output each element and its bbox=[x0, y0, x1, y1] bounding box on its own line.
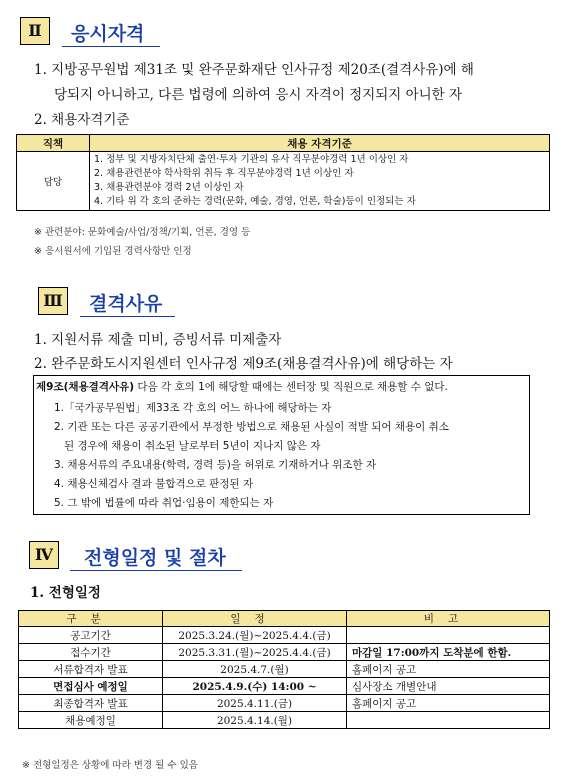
table-row bbox=[19, 678, 550, 695]
box-heading-text: 다음 각 호의 1에 해당할 때에는 센터장 및 직원으로 채용할 수 없다. bbox=[134, 381, 448, 393]
criteria-item: 2. 채용관련분야 학사학위 취득 후 직무분야경력 1년 이상인 자 bbox=[94, 168, 354, 179]
schedule-cell: 접수기간 bbox=[19, 644, 163, 661]
schedule-cell: 면접심사 예정일 bbox=[19, 678, 163, 695]
schedule-cell: 2025.4.14.(월) bbox=[163, 712, 347, 729]
position-cell: 담당 bbox=[17, 152, 90, 211]
schedule-header-category: 구분 bbox=[19, 611, 163, 627]
schedule-header-remark: 비고 bbox=[347, 611, 550, 627]
sec2-item-2: 2. 채용자격기준 bbox=[34, 112, 130, 128]
sec4-note: ※ 전형일정은 상황에 따라 변경 될 수 있음 bbox=[22, 760, 198, 771]
table-row bbox=[19, 627, 550, 644]
table-row bbox=[19, 644, 550, 661]
section-4-number-box: Ⅳ bbox=[29, 541, 59, 569]
sec4-subtitle: 1. 전형일정 bbox=[30, 585, 101, 601]
schedule-cell bbox=[347, 712, 550, 729]
box-heading-article: 제9조(채용결격사유) bbox=[36, 381, 135, 393]
schedule-cell: 2025.4.9.(수) 14:00 ~ bbox=[163, 678, 347, 695]
sec2-item-1: 1. 지방공무원법 제31조 및 완주문화재단 인사규정 제20조(결격사유)에 해 bbox=[34, 62, 474, 78]
box-line: 된 경우에 채용이 취소된 날로부터 5년이 지나지 않은 자 bbox=[64, 440, 321, 452]
section-2-title: 응시자격 bbox=[71, 23, 145, 45]
schedule-cell: 심사장소 개별안내 bbox=[347, 678, 550, 695]
table-row bbox=[19, 661, 550, 678]
sec2-item-1-cont: 당되지 아니하고, 다른 법령에 의하여 응시 자격이 정지되지 아니한 자 bbox=[54, 87, 463, 103]
criteria-item: 1. 정부 및 지방자치단체 출연·투자 기관의 유사 직무분야경력 1년 이상인 자 bbox=[94, 154, 409, 165]
schedule-cell: 채용예정일 bbox=[19, 712, 163, 729]
box-heading bbox=[36, 379, 448, 394]
table-header-position: 직책 bbox=[17, 135, 90, 152]
box-line: 3. 채용서류의 주요내용(학력, 경력 등)을 허위로 기재하거나 위조한 자 bbox=[54, 459, 377, 471]
schedule-header-date: 일정 bbox=[163, 611, 347, 627]
sec2-note-1: ※ 관련분야: 문화예술/사업/정책/기획, 언론, 경영 등 bbox=[34, 227, 251, 238]
schedule-table bbox=[18, 610, 550, 729]
criteria-cell bbox=[90, 152, 550, 211]
schedule-cell: 최종합격자 발표 bbox=[19, 695, 163, 712]
table-row bbox=[19, 712, 550, 729]
box-line: 4. 채용신체검사 결과 불합격으로 판정된 자 bbox=[54, 478, 254, 490]
box-line: 2. 기관 또는 다른 공공기관에서 부정한 방법으로 채용된 사실이 적발 되어 채용이 취소 bbox=[54, 421, 449, 433]
sec3-item-2: 2. 완주문화도시지원센터 인사규정 제9조(채용결격사유)에 해당하는 자 bbox=[34, 356, 453, 372]
box-line: 5. 그 밖에 법률에 따라 취업·임용이 제한되는 자 bbox=[54, 497, 274, 509]
criteria-item: 4. 기타 위 각 호의 준하는 경력(문화, 예술, 경영, 언론, 학술)등이 인정되는 자 bbox=[94, 196, 416, 207]
schedule-cell: 2025.3.31.(월)~2025.4.4.(금) bbox=[163, 644, 347, 661]
schedule-cell: 홈페이지 공고 bbox=[347, 661, 550, 678]
section-3-title-underline bbox=[80, 316, 175, 317]
schedule-cell: 마감일 17:00까지 도착분에 한함. bbox=[347, 644, 550, 661]
schedule-cell: 2025.4.7.(월) bbox=[163, 661, 347, 678]
criteria-item: 3. 채용관련분야 경력 2년 이상인 자 bbox=[94, 182, 244, 193]
sec3-item-1: 1. 지원서류 제출 미비, 증빙서류 미제출자 bbox=[34, 332, 282, 348]
schedule-cell: 2025.4.11.(금) bbox=[163, 695, 347, 712]
schedule-cell bbox=[347, 627, 550, 644]
schedule-cell: 2025.3.24.(월)~2025.4.4.(금) bbox=[163, 627, 347, 644]
box-line: 1.「국가공무원법」제33조 각 호의 어느 하나에 해당하는 자 bbox=[54, 402, 332, 414]
disqualification-box bbox=[33, 375, 530, 515]
qualification-table bbox=[16, 134, 550, 211]
section-3-title: 결격사유 bbox=[89, 293, 163, 315]
section-4-title: 전형일정 및 절차 bbox=[84, 547, 226, 569]
table-header-criteria: 채용 자격기준 bbox=[90, 135, 550, 152]
section-2-title-underline bbox=[62, 46, 160, 47]
section-3-number-box: Ⅲ bbox=[38, 287, 68, 315]
section-4-title-underline bbox=[70, 570, 242, 571]
schedule-cell: 공고기간 bbox=[19, 627, 163, 644]
table-row bbox=[19, 695, 550, 712]
section-2-number-box: Ⅱ bbox=[20, 17, 50, 45]
sec2-note-2: ※ 응시원서에 기입된 경력사항만 인정 bbox=[34, 246, 192, 257]
schedule-cell: 서류합격자 발표 bbox=[19, 661, 163, 678]
schedule-cell: 홈페이지 공고 bbox=[347, 695, 550, 712]
